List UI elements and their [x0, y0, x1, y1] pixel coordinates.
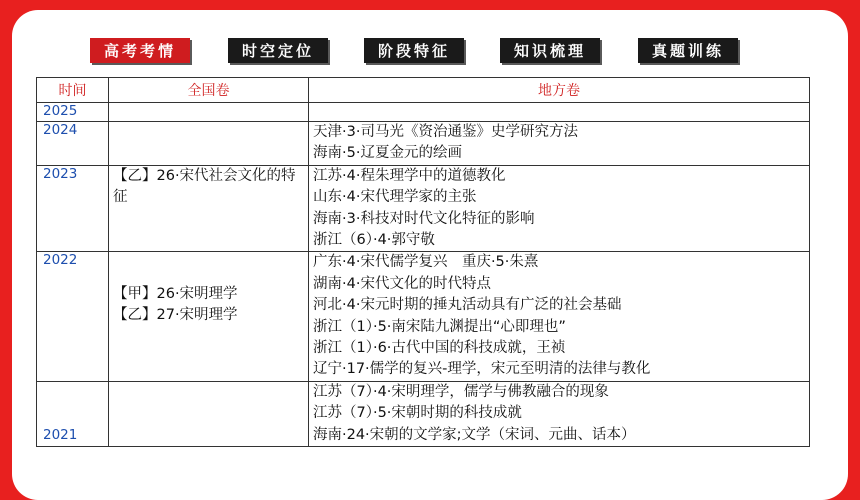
table-row	[37, 122, 810, 166]
list-item: 【乙】27·宋明理学	[113, 307, 238, 324]
list-item: 海南·24·宋朝的文学家;文学（宋词、元曲、话本）	[313, 426, 636, 443]
year-cell: 2021	[37, 381, 109, 446]
list-item: 浙江（6）·4·郭守敬	[313, 232, 435, 249]
table-row	[37, 381, 810, 446]
tab-exam-analysis[interactable]: 高考考情	[90, 38, 190, 63]
local-cell	[309, 381, 810, 446]
table-header-row	[37, 78, 810, 103]
list-item: 江苏（7）·4·宋明理学，儒学与佛教融合的现象	[313, 383, 609, 400]
tab-knowledge[interactable]: 知识梳理	[500, 38, 600, 63]
list-item: 天津·3·司马光《资治通鉴》史学研究方法	[313, 124, 578, 140]
tab-exercises[interactable]: 真题训练	[638, 38, 738, 63]
tab-time-space[interactable]: 时空定位	[228, 38, 328, 63]
year-cell: 2025	[37, 103, 109, 122]
local-cell	[309, 122, 810, 166]
list-item: 广东·4·宋代儒学复兴 重庆·5·朱熹	[313, 254, 539, 271]
list-item: 湖南·4·宋代文化的时代特点	[313, 275, 491, 292]
year-cell: 2022	[37, 252, 109, 381]
header-time: 时间	[37, 78, 109, 103]
table-row	[37, 103, 810, 122]
list-item: 江苏·4·程朱理学中的道德教化	[313, 167, 506, 184]
list-item: 山东·4·宋代理学家的主张	[313, 189, 477, 206]
national-cell	[109, 252, 309, 381]
local-cell	[309, 252, 810, 381]
year-cell: 2023	[37, 165, 109, 252]
list-item: 浙江（1）·5·南宋陆九渊提出“心即理也”	[313, 318, 566, 335]
local-cell	[309, 165, 810, 252]
header-national: 全国卷	[109, 78, 309, 103]
table-row	[37, 165, 810, 252]
header-local: 地方卷	[309, 78, 810, 103]
national-cell	[109, 381, 309, 446]
table-row	[37, 252, 810, 381]
list-item: 海南·5·辽夏金元的绘画	[313, 145, 462, 162]
list-item: 【乙】26·宋代社会文化的特征	[113, 167, 296, 205]
national-cell	[109, 103, 309, 122]
year-cell: 2024	[37, 122, 109, 166]
list-item: 河北·4·宋元时期的捶丸活动具有广泛的社会基础	[313, 297, 622, 314]
nav-tabs	[0, 38, 860, 64]
national-cell	[109, 122, 309, 166]
list-item: 江苏（7）·5·宋朝时期的科技成就	[313, 405, 522, 422]
local-cell	[309, 103, 810, 122]
list-item: 海南·3·科技对时代文化特征的影响	[313, 210, 535, 227]
national-cell	[109, 165, 309, 252]
exam-table	[36, 77, 810, 447]
list-item: 【甲】26·宋明理学	[113, 286, 238, 303]
list-item: 浙江（1）·6·古代中国的科技成就，王祯	[313, 340, 566, 357]
list-item: 辽宁·17·儒学的复兴-理学，宋元至明清的法律与教化	[313, 361, 651, 378]
tab-stage-features[interactable]: 阶段特征	[364, 38, 464, 63]
